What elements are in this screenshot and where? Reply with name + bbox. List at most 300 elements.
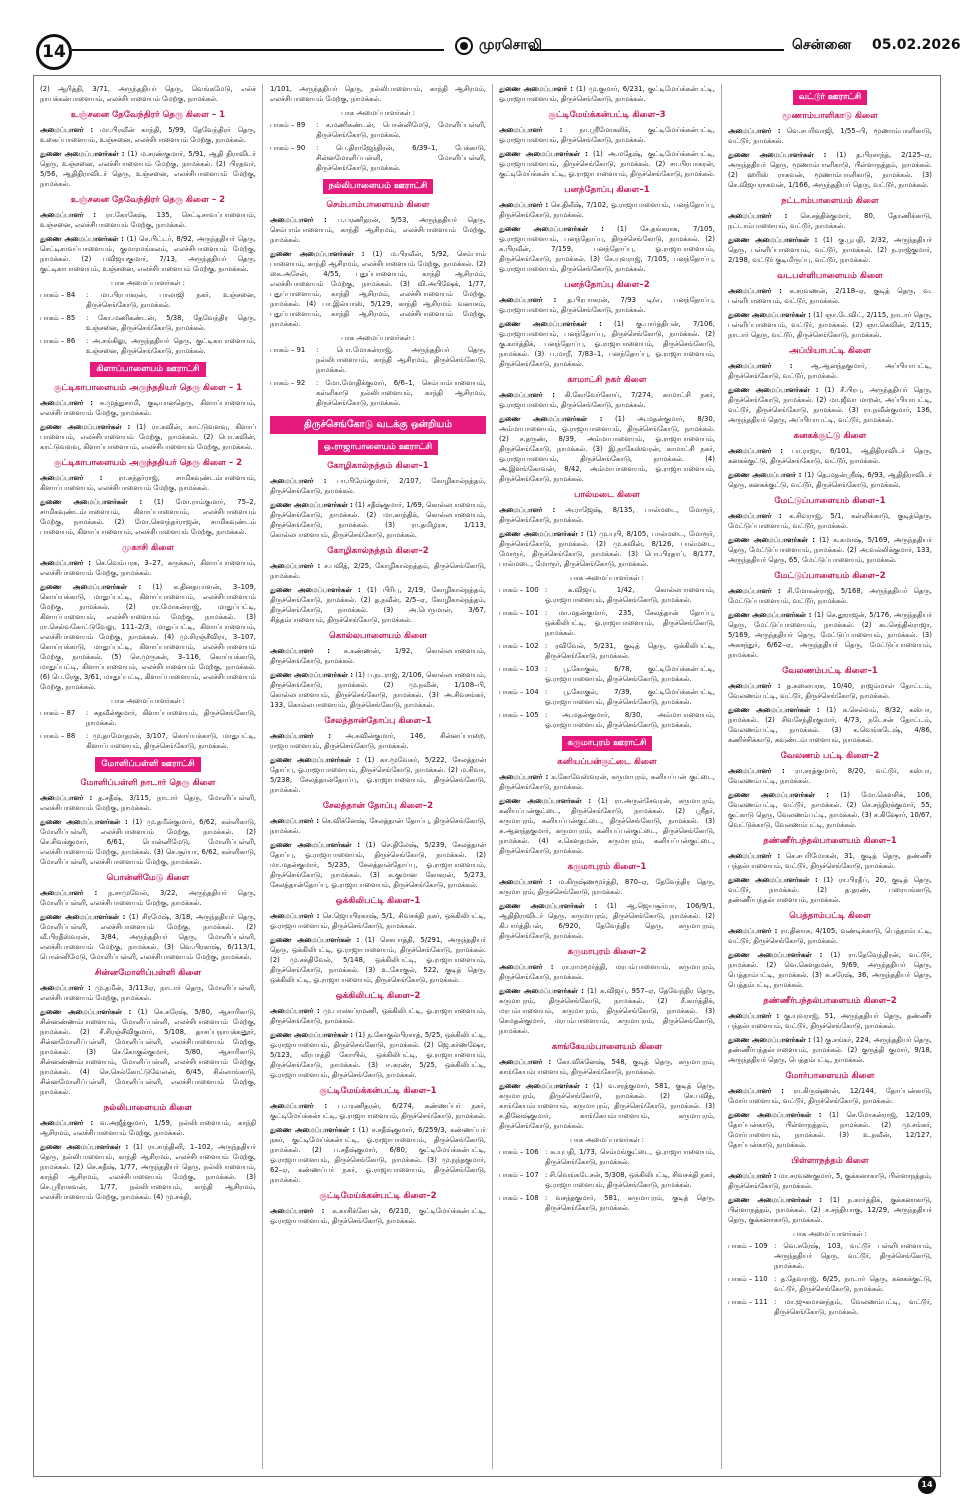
entry-paragraph: [728, 310, 932, 340]
entry-role: அமைப்பாளர் :: [728, 287, 782, 295]
branch-heading: கனியப்பன்குட்டை கிளை: [557, 757, 657, 767]
entry-text: (1) ரா.தேவேந்திரன், வட்டூர், நாமக்கல். (2) வெ.கௌதமன், 9/69, அருந்ததியர் தெரு, பெத்தாம்பட்டி, நாமக்கல். (3) சு.சரேஷ், 36, அருந்ததியர் தெரு, பெத்தம்பட்டி, நாமக்கல்.: [728, 951, 932, 989]
entry-text: ரா.சரத்குமார், 8/20, வட்டூர், கஸ்பா, வேலணம்பட்டி, நாமக்கல்.: [728, 767, 932, 785]
entry-role: அமைப்பாளர் :: [728, 1087, 784, 1095]
entry-role: துணை அமைப்பாளர்கள் :: [728, 1036, 811, 1044]
entry-role: அமைப்பாளர் :: [728, 1012, 780, 1020]
edition-date: 05.02.2026: [872, 37, 961, 53]
entry-paragraph: [728, 586, 932, 606]
panchayat-heading: கருமாபுரம் ஊராட்சி: [562, 736, 653, 751]
branch-heading: சேலத்தான்தோப்பு கிளை–1: [324, 716, 432, 726]
entry-role: துணை அமைப்பாளர்கள் :: [728, 1111, 822, 1119]
entry-paragraph: [270, 84, 486, 104]
entry-text: (1) ரா.அருள்சேவரன், கருமாபுரம், கனியப்பன்குட்டை, திருச்செங்கோடு, நாமக்கல். (2) ஸ்ரீதர், கருமாபுரம், கனியப்பன்குட்டை, திருச்செங்கோடு, நாமக்கல். (3) சு.ஆனந்தகுமார், கருமாபுரம், கனியப்பன்குட்டை, திருச்செங்கோடு, நாமக்கல். (4) ச.கௌதமன், கருமாபுரம், கனியப்பன்குட்டை, திருச்செங்கோடு, நாமக்கல்.: [499, 797, 715, 855]
entry-paragraph: [499, 414, 715, 484]
entry-paragraph: [728, 361, 932, 381]
panchayat-heading: நல்லிபாளையம் ஊராட்சி: [323, 179, 434, 194]
entry-role: அமைப்பாளர் :: [728, 212, 788, 220]
branch-heading: மோர்பாளையம் கிளை: [785, 1071, 875, 1081]
branch-heading: மோளிப்பள்ளி நாடார் தெரு கிளை: [80, 778, 216, 788]
page-header: [0, 0, 972, 70]
entry-text: (1) அ.மதேஷ், குட்டிமேய்க்கன்பட்டி, ஓ.ராஜாபாளையம், திருச்செங்கோடு, நாமக்கல். (2) சா.பிரபாகரன், குட்டிமேய்க்கன்பட்டி, ஓ.ராஜாபாளையம், திருச்செங்கோடு, நாமக்கல்.: [499, 150, 715, 178]
entry-role: துணை அமைப்பாளர்கள் :: [728, 611, 812, 619]
ward-text: : பொ.மோகன்ராஜ், அருந்ததியர் தெரு, நல்லிபாளையம், காந்தி ஆசிரமம், திருச்செங்கோடு, நாமக்கல்.: [316, 346, 486, 374]
entry-text: மா.பிரவீன் காந்தி, 5/99, தேவேந்திரர் தெரு, உகைப்பாளையம், உஞ்சனை, எலச்சிபாளையம் மேற்கு, நாமக்கல்.: [40, 126, 256, 144]
entry-role: துணை அமைப்பாளர்கள் :: [728, 791, 829, 799]
entry-text: (1) மோ.கௌசிக், 106, வேலணம்பட்டி, வட்டூர், நாமக்கல். (2) செ.சந்திரக்குமார், 55, குட்காடு தெரு, வேலணம்பட்டி, நாமக்கல். (3) ச.கிஷோர், 10/67, வெட்டுக்காடு, வேலணம்பட்டி, நாமக்கல்.: [728, 791, 932, 829]
entry-role: அமைப்பாளர் :: [499, 126, 563, 134]
entry-text: (1) மு.யுபி, 8/105, பால்மடை, மோரூர், திருச்செங்கோடு, நாமக்கல். (2) மு.சுவின், 8/126, பால்மடை, மோரூர், திருச்செங்கோடு, நாமக்கல். (3) பொ.பிரதாப், 8/177, பால்மடை, மோரூர், திருச்செங்கோடு, நாமக்கல்.: [499, 530, 715, 568]
entry-paragraph: [270, 731, 486, 751]
ward-number: பாகம் – 85: [40, 314, 76, 322]
entry-paragraph: [728, 470, 932, 490]
entry-paragraph: [270, 911, 486, 931]
entry-role: அமைப்பாளர் :: [40, 889, 98, 897]
branch-heading: சின்னமோளிப்பள்ளி கிளை: [94, 968, 202, 978]
ward-text: : த.தேவராஜ், 6/25, நாடார் தெரு, கனகக்குட்டு, வட்டூர், திருச்செங்கோடு, நாமக்கல்.: [774, 1275, 932, 1293]
entry-text: ஆ.ஆனந்தகுமார், அப்பியாபட்டி, திருச்செங்கோடு, வட்டூர், நாமக்கல்.: [728, 362, 932, 380]
ward-text: : அ.மதன்குமார், 8/30, அம்மாபாளையம், ஓ.ராஜாபாளையம், திருச்செங்கோடு, நாமக்கல்.: [545, 711, 715, 729]
entry-role: அமைப்பாளர் :: [499, 391, 555, 399]
entry-paragraph: [728, 681, 932, 701]
branch-heading: கனகக்குட்டு கிளை: [793, 431, 867, 441]
entry-text: த.கலையரசு, 10/40, ராஜம்மாள் தோட்டம், வேலணம்பட்டி, வட்டூர், திருச்செங்கோடு, நாமக்கல்.: [728, 682, 932, 700]
ward-text: : சுதவீன்குமார், கிளாப்பாளையம், திருச்செங்கோடு, நாமக்கல்.: [86, 709, 256, 727]
entry-text: (1) கா.மூவேசுர், 5/222, சேலத்தான் தோப்பு, ஓ.ராஜாபாளையம், திருச்செங்கோடு, நாமக்கல். (2) ம.சிவா, 5/238, சேலத்தான்தோப்பு, ஓ.ராஜாபாளையம், திருச்செங்கோடு, நாமக்கல்.: [270, 756, 486, 794]
entry-paragraph: [728, 610, 932, 660]
entry-role: அமைப்பாளர் :: [270, 216, 327, 224]
column-1: [40, 84, 256, 1464]
entry-text: (1) மு.குமார், 6/231, குட்டிமேய்க்கன்பட்டி, ஓ.ராஜாபாளையம், திருச்செங்கோடு, நாமக்கல்.: [499, 85, 715, 103]
entry-role: துணை அமைப்பாளர்கள் :: [40, 818, 128, 826]
ward-number: பாகம் – 87: [40, 709, 76, 717]
entry-paragraph: [270, 840, 486, 890]
entry-role: துணை அமைப்பாளர்கள் :: [499, 150, 588, 158]
entry-role: அமைப்பாளர் :: [270, 1102, 328, 1110]
ward-row: [499, 664, 715, 684]
entry-text: (1) ஆ.ஜெயசூர்யா, 106/9/1, ஆதிதிராவிடர் தெரு, கருமாபுரம், திருச்செங்கோடு, நாமக்கல். (2) கி.பார்த்திபன், 6/920, தேவேந்திர தெரு, கருமாபுரம், திருச்செங்கோடு, நாமக்கல்.: [499, 902, 715, 940]
entry-paragraph: [40, 422, 256, 452]
panchayat-heading: மோளிப்பள்ளி ஊராட்சி: [95, 757, 200, 772]
entry-role: துணை அமைப்பாளர் :: [728, 471, 802, 479]
entry-paragraph: [270, 585, 486, 625]
entry-paragraph: [499, 796, 715, 856]
entry-paragraph: [40, 125, 256, 145]
entry-text: (1) க.தினதயாளன், 3–109, கொய்யக்காடு, மாதுப்பட்டி, கிளாப்பாளையம், எலச்சிபாளையம் மேற்கு, நாமக்கல். (2) ரா.மோகன்ராஜ், மாதுப்பட்டி, கிளாப்பாளையம், எலச்சிபாளையம் மேற்கு, நாமக்கல். (3) ரா.செல்வகோட்டுவேலு, 111–2/3, மாதுப்பட்டி, கிளாப்பாளையம், எலச்சிபாளையம் மேற்கு, நாமக்கல். (4) மு.சிரஞ்சீவிரா, 3–107, கொய்யக்காடு, மாதுப்பட்டி, கிளாப்பாளையம், எலச்சிபாளையம் மேற்கு, நாமக்கல். (5) செ.முருகன், 3–116, கொய்யக்காடு, மாதுப்பட்டி, கிளாப்பாளையம், எலச்சிபாளையம் மேற்கு, நாமக்கல். (6) பெ.ரேகு, 3/61, மாதுப்பட்டி, கிளாப்பாளையம், எலச்சிபாளையம் மேற்கு, நாமக்கல்.: [40, 583, 256, 691]
entry-paragraph: [499, 901, 715, 941]
panchayat-heading: வட்டூர் ஊராட்சி: [793, 90, 867, 105]
entry-paragraph: [40, 497, 256, 537]
entry-role: துணை அமைப்பாளர் :: [499, 85, 573, 93]
entry-role: அமைப்பாளர் :: [40, 211, 96, 219]
branch-heading: சேலத்தான் தோப்பு கிளை–2: [322, 801, 434, 811]
entry-text: மு.பாலகப்ரமணி, ஒக்கிலிபட்டி, ஓ.ராஜாபாளையம், திருச்செங்கோடு, நாமக்கல்.: [270, 1007, 486, 1025]
entry-role: அமைப்பாளர் :: [40, 559, 91, 567]
ward-section-label: பாக அமைப்பாளர்கள் :: [111, 697, 185, 705]
ward-text: : மோ.மோதிக்குமார், 6/6–1, செம்பாம்பாளையம், கள்ளிகாடு நல்லிபாளையம், காந்தி ஆசிரமம், திருச்செங்கோடு, நாமக்கல்.: [316, 379, 486, 407]
entry-paragraph: [40, 1118, 256, 1138]
entry-text: (1) செ.தூராஜன், 5/176, அருந்ததியர் தெரு, மேட்டுப்பாளையம், நாமக்கல். (2) கூ.செந்தில்ராஜா, 5/169, அருந்ததியர் தெரு, மேட்டுப்பாளையம், நாமக்கல். (3) அகசந்துர், 6/62–ஏ, அருந்ததியர் தெரு, மேட்டுப்பாளையம், நாமக்கல்.: [728, 611, 932, 659]
entry-role: அமைப்பாளர் :: [728, 927, 778, 935]
entry-text: பா.பிரேம்குமார், 2/107, கோழிகால்நத்தம், திருச்செங்கோடு, நாமக்கல்.: [270, 477, 486, 495]
entry-text: (1) ச.சதீஷ்குமார், 6/259/3, கண்ணப்பர் நகர், குட்டிமேய்க்கன்பட்டி, ஓ.ராஜாபாளையம், திருச்செங்கோடு, நாமக்கல். (2) ப.சதீஷ்குமார், 6/80, குட்டிமேய்க்கன்பட்டி, ஓ.ராஜாபாளையம், திருச்செங்கோடு, நாமக்கல். (3) மு.நந்தகுமார், 62–ஏ, கண்ணப்பர் நகர், ஓ.ராஜாபாளையம், திருச்செங்கோடு, நாமக்கல்.: [270, 1126, 486, 1184]
entry-text: கோ.விக்னேஷ், 548, குடித் தெரு, கருமாபுரம், காங்கேயம்பாளையம், திருச்செங்கோடு, நாமக்கல்.: [499, 1058, 715, 1076]
entry-paragraph: [499, 390, 715, 410]
entry-paragraph: [270, 215, 486, 245]
entry-text: அ.ராஜேஷ், 8/135, பால்மடை, மோரூர், திருச்செங்கோடு, நாமக்கல்.: [499, 506, 715, 524]
ward-text: : ரவிவேல், 5/231, குடித் தெரு, ஒக்கிலிபட்டி, திருச்செங்கோடு, நாமக்கல்.: [545, 642, 715, 660]
branch-heading: குட்டிமேய்க்கன்பட்டி கிளை–3: [548, 110, 666, 120]
entry-text: (1) சதீஷ்குமார், 1/69, கொல்லபாளையம், திருச்செங்கோடு, நாமக்கல். (2) மா.காந்திக், கொல்லபாளையம், திருச்செங்கோடு, நாமக்கல். (3) ரா.தமிழரசு, 1/113, கொல்லபாளையம், திருச்செங்கோடு, நாமக்கல்.: [270, 501, 486, 539]
entry-role: துணை அமைப்பாளர்கள் :: [270, 250, 365, 258]
ward-number: பாகம் – 89: [270, 121, 306, 129]
entry-paragraph: [499, 1081, 715, 1131]
branch-heading: பனந்தோப்பு கிளை–2: [564, 280, 650, 290]
branch-heading: ஒக்கிலிபட்டி கிளை–2: [335, 991, 421, 1001]
entry-text: செ.திலீஷ், 7/102, ஓ.ராஜாபாளையம், பனந்தோப்பு, திருச்செங்கோடு, நாமக்கல்.: [499, 201, 715, 219]
entry-role: அமைப்பாளர் :: [499, 878, 552, 886]
entry-paragraph: [270, 561, 486, 581]
entry-role: துணை அமைப்பாளர்கள் :: [270, 936, 360, 944]
entry-paragraph: [499, 962, 715, 982]
entry-paragraph: [728, 1195, 932, 1225]
ward-number: பாகம் – 84: [40, 291, 76, 299]
branch-heading: குட்டிகாபாளையம் அருந்ததியர் தெரு கிளை – 2: [53, 458, 243, 468]
entry-text: க.கோவேஸ்வரன், கருமாபுரம், கனியப்பன் குட்டை, திருச்செங்கோடு, நாமக்கல்.: [499, 773, 715, 791]
entry-paragraph: [270, 670, 486, 710]
column-divider: [262, 84, 263, 1469]
entry-role: துணை அமைப்பாளர்கள் :: [40, 583, 142, 591]
entry-paragraph: [270, 500, 486, 540]
entry-text: ரா.ராமமூர்த்தி, மரபம்பாளையம், கருமாபுரம், திருச்செங்கோடு, நாமக்கல்.: [499, 963, 715, 981]
entry-paragraph: [728, 1035, 932, 1065]
ward-text: : வசந்தகுமார், 581, கருமாபுரம், குடித் தெரு, திருச்செங்கோடு, நாமக்கல்.: [545, 1194, 715, 1212]
branch-heading: நட்டாம்பாளையம் கிளை: [781, 196, 879, 206]
entry-text: (1) சீ.பிரபு, அருந்ததியர் தெரு, திருச்செங்கோடு, நாமக்கல். (2) மா.ஜீவா மாறன், அப்பியாபட்டி, வட்டூர், திருச்செங்கோடு, நாமக்கல். (3) ரா.நவீன்குமார், 136, அருந்ததியர் தெரு, அப்பியாபட்டி, வட்டூர், நாமக்கல்.: [728, 386, 932, 424]
branch-heading: உஞ்சனை தேவேந்திரர் தெரு கிளை – 2: [70, 195, 226, 205]
ward-number: பாகம் – 88: [40, 732, 76, 740]
ward-row: [728, 1274, 932, 1294]
entry-paragraph: [499, 877, 715, 897]
entry-text: (1) வ.சரத்குமார், 581, குடித் தெரு, கருமாபுரம், திருச்செங்கோடு, நாமக்கல். (2) செ.பவித், காங்கேயம்பாளையம், கருமாபுரம், திருச்செங்கோடு, நாமக்கல். (3) ச.தினேஷ்குமார், காங்கேயம்பாளையம், கருமாபுரம், திருச்செங்கோடு, நாமக்கல்.: [499, 1082, 715, 1130]
entry-text: ந.சாமுவேல், 3/22, அருந்ததியர் தெரு, மோளிப்பள்ளி, எலச்சிபாளையம் மேற்கு, நாமக்கல்.: [40, 889, 256, 907]
entry-paragraph: [499, 200, 715, 220]
entry-role: அமைப்பாளர் :: [270, 647, 331, 655]
entry-text: (2) ஆரித்தி, 3/71, அருந்ததியர் தெரு, வெங்கமேடு, எல்ச் நாயக்கன்பாளையம், எலச்சிபாளையம் மேற்கு, நாமக்கல்.: [40, 85, 256, 103]
entry-role: அமைப்பாளர் :: [270, 817, 319, 825]
entry-role: துணை அமைப்பாளர்கள் :: [499, 320, 602, 328]
entry-paragraph: [728, 1171, 932, 1191]
entry-role: துணை அமைப்பாளர்கள் :: [270, 1031, 354, 1039]
entry-text: (1) ப.நடராஜ், 2/106, கொல்லபாளையம், திருச்செங்கோடு, நாமக்கல். (2) மு.நவீன், 1/108–பி, கொல்லபாளையம், திருச்செங்கோடு, நாமக்கல். (3) அ.சிவசங்கர், 133, கொல்லபாளையம், திருச்செங்கோடு, நாமக்கல்.: [270, 671, 486, 709]
entry-paragraph: [270, 646, 486, 666]
entry-text: (1) செ.சுரேஷ், 5/80, ஆசாரிகாடு, சின்னண்ணம்பாளையம், மோளிப்பள்ளி, எலச்சிபாளையம் மேற்கு, நாமக்கல். (2) சீ.சிரஞ்சீவிகுமார், 5/108, தாசப்பநாயக்கனூர், சின்னமோளிப்பள்ளி, மோளிப்பள்ளி, எலச்சிபாளையம் மேற்கு, நாமக்கல். (3) செ.கோகுல்குமார், 5/80, ஆசாரிகாடு, சின்னண்ணம்பாளையம், மோளிப்பள்ளி, எலச்சிபாளையம் மேற்கு, நாமக்கல். (4) செ.செல்கோட்டுவேலன், 6/45, சில்லாங்காடு, சின்னமோளிப்பள்ளி, மோளிப்பள்ளி, எலச்சிபாளையம் மேற்கு, நாமக்கல்.: [40, 1008, 256, 1096]
entry-paragraph: [270, 935, 486, 985]
entry-text: கி.கோவேர்கோய், 7/274, காமாட்சி நகர், ஓ.ராஜாபாளையம், திருச்செங்கோடு, நாமக்கல்.: [499, 391, 715, 409]
entry-role: துணை அமைப்பாளர்கள் :: [270, 756, 360, 764]
entry-role: அமைப்பாளர் :: [270, 732, 331, 740]
column-2: [270, 84, 486, 1464]
branch-heading: வேலணம் பட்டி கிளை–2: [780, 751, 880, 761]
entry-role: துணை அமைப்பாளர்கள் :: [728, 236, 818, 244]
entry-role: துணை அமைப்பாளர்கள் :: [728, 1196, 823, 1204]
entry-text: (1) பிரிபு, 2/19, கோழிகால்நத்தம், திருச்செங்கோடு, நாமக்கல். (2) த.நவீன், 2/5–ஏ, கோழிகால்நத்தம், திருச்செங்கோடு, நாமக்கல். (3) அ.பெருமாள், 3/67, சித்தம்பாளையம், திருச்செங்கோடு, நாமக்கல்.: [270, 586, 486, 624]
ward-text: : மு.தாமோதரன், 3/107, கொய்யக்காடு, மாதுபட்டி, கிளாப்பாளையம், திருச்செங்கோடு, நாமக்கல்.: [86, 732, 256, 750]
entry-text: (1) கு.பார்த்திபன், 7/106, ஓ.ராஜாபாளையம், பனந்தோப்பு, திருச்செங்கோடு, நாமக்கல். (2) கு.கார்த்திக், பனந்தோப்பு, ஓ.ராஜாபாளையம், திருச்செங்கோடு, நாமக்கல். (3) ப.மாறீ, 7/83–1, பனந்தோப்பு, ஓ.ராஜாபாளையம், திருச்செங்கோடு, நாமக்கல்.: [499, 320, 715, 368]
column-4: [728, 84, 932, 1464]
column-divider: [492, 84, 493, 1469]
entry-role: அமைப்பாளர் :: [40, 474, 103, 482]
entry-role: அமைப்பாளர் :: [499, 201, 549, 209]
entry-text: (1) கு.சங்கர், 224, அருந்ததியர் தெரு, தண்ணீர்பந்தல்பாளையம், நாமக்கல். (2) குருத்தி குமார், 9/18, அருந்ததியர் தெரு, பெத்தம்பட்டி, நாமக்கல்.: [728, 1036, 932, 1064]
panchayat-heading: கிளாப்பாளையம் ஊராட்சி: [90, 362, 205, 377]
entry-text: (1) மோ.ராம்குமார், 75–2, சாமிகவுண்டம்பாளையம், கிளாப்பாளையம், எலச்சிபாளையம் மேற்கு, நாமக்கல். (2) மோ.சௌந்தர்ராஜன், சாமிகவுண்டம் பாளையம், கிளாப்பாளையம், எலச்சிபாளையம் மேற்கு, நாமக்கல்.: [40, 498, 256, 536]
entry-paragraph: [728, 126, 932, 146]
entry-text: (1) ந.கார்த்திக், குக்கனாகாடு, பிள்ளாநத்தம், நாமக்கல். (2) ச.சந்தியாகு, 12/29, அருந்ததியர் தெரு, குக்கனாகாடு, நாமக்கல்.: [728, 1196, 932, 1224]
entry-text: க.கண்ணன், 1/92, கொல்லபாளையம், திருச்செங்கோடு, நாமக்கல்.: [270, 647, 486, 665]
entry-role: துணை அமைப்பாளர்கள் :: [499, 902, 598, 910]
entry-text: (1) ம.பிரவீன், 5/92, செம்பாம் பாளையம், காந்தி ஆசிரமம், எலச்சிபாளையம் மேற்கு, நாமக்கல். (2) கை.அசேன், 4/55, புதுப்பாளையம், காந்தி ஆசிரமம், எலச்சிபாளையம் மேற்கு, நாமக்கல். (3) வி.அபிஷேக், 1/77, புதுப்பாளையம், காந்தி ஆசிரமம், எலச்சிபாளையம் மேற்கு, நாமக்கல். (4) பா.இல்யாஸ், 5/129, காந்தி ஆசிரமம் வனாசம், புதுப்பாளையம், காந்தி ஆசிரமம், எலச்சிபாளையம் மேற்கு, நாமக்கல்.: [270, 250, 486, 328]
ward-text: : வெ.சுரேஷ், 103, வட்டூர் பள்ளிபாளையம், அருந்ததியர் தெரு, வட்டூர், திருச்செங்கோடு, நாமக்கல்.: [774, 1242, 932, 1270]
ward-number: பாகம் – 106: [499, 1148, 539, 1156]
ward-row: [499, 1147, 715, 1167]
branch-heading: பெத்தாம்பட்டி கிளை: [789, 911, 871, 921]
entry-paragraph: [499, 772, 715, 792]
branch-heading: பால்மடை கிளை: [574, 490, 640, 500]
entry-paragraph: [499, 319, 715, 369]
entry-role: துணை அமைப்பாளர்கள் :: [728, 151, 827, 159]
entry-text: (1) செசுபாத்தி, 5/291, அருந்ததியர் தெரு, ஒக்கிலிபட்டி, ஓ.ராஜாபாளையம், திருச்செங்கோடு, நாமக்கல். (2) மு.சக்திவேல், 5/148, ஒக்கிலிபட்டி, ஓ.ராஜாபாளையம், திருச்செங்கோடு, நாமக்கல். (3) உ.கோகுல், 522, குடித் தெரு, ஒக்கிலிபட்டி, ஓ.ராஜாபாளையம், திருச்செங்கோடு, நாமக்கல்.: [270, 936, 486, 984]
ward-text: : பூ.கோகுல், 7/39, குட்டிமேய்க்கன்பட்டி, ஓ.ராஜாபாளையம், திருச்செங்கோடு, நாமக்கல்.: [545, 688, 715, 706]
ward-text: : மா.பிரபாகரன், பாலாஜி நகர், உஞ்சனை, திருச்செங்கோடு, நாமக்கல்.: [86, 291, 256, 309]
entry-paragraph: [728, 1011, 932, 1031]
page-number-badge: 14: [36, 34, 72, 70]
entry-paragraph: [40, 582, 256, 692]
ward-number: பாகம் – 90: [270, 144, 306, 152]
entry-role: அமைப்பாளர் :: [270, 1207, 325, 1215]
entry-text: பா.ராஜா, 6/101, ஆதிதிராவிடர் தெரு, கனகக்குட்டு, திருச்செங்கோடு, வட்டூர், நாமக்கல்.: [728, 447, 932, 465]
ward-row: [270, 345, 486, 375]
entry-text: க.சரவணன், 2/118–ஏ, குடித் தெரு, வ. பள்ளிபாளையம், வட்டூர், நாமக்கல்.: [728, 287, 932, 305]
column-divider: [721, 84, 722, 1469]
entry-text: (1) சிரமேஷ், 3/18, அருந்ததியர் தெரு, மோளிப்பள்ளி, எலச்சிபாளையம் மேற்கு, நாமக்கல். (2) வீ.பிரதீஸ்வரன், 3/84, அருந்ததியர் தெரு, மோளிப்பள்ளி, எலச்சிபாளையம் மேற்கு, நாமக்கல். (3) வெ.பிரகாஷ், 6/113/1, பொன்னிமேடு, மோளிப்பள்ளி, எலச்சிபாளையம் மேற்கு, நாமக்கல்.: [40, 913, 256, 961]
entry-paragraph: [728, 235, 932, 265]
entry-text: வெ.சபரிவாஜி, 1/55–பி, மூணாம்பாளிகாடு, வட்டூர், நாமக்கல்.: [728, 127, 932, 145]
branch-heading: காங்கேயம்பாளையம் கிளை: [551, 1042, 663, 1052]
ward-section-label: பாக அமைப்பாளர்கள் :: [111, 279, 185, 287]
ward-row: [40, 313, 256, 333]
entry-role: துணை அமைப்பாளர்கள் :: [728, 386, 819, 394]
branch-heading: உஞ்சனை தேவேந்திரர் தெரு கிளை – 1: [70, 110, 226, 120]
entry-text: ரா.கிருஷ்ணன், 12/144, தோப்பன்காடு, மோர்பாளையம், வட்டூர், திருச்செங்கோடு, நாமக்கல்.: [728, 1087, 932, 1105]
entry-role: துணை அமைப்பாளர்கள் :: [499, 415, 603, 423]
entry-paragraph: [499, 529, 715, 569]
entry-text: செ.ஜெயபிரகாஷ், 5/1, சிவசக்தி நகர், ஒக்கிலிபட்டி, ஓ.ராஜாபாளையம், திருச்செங்கோடு, நாமக்கல்.: [270, 912, 486, 930]
branch-heading: பொன்னிமேடு கிளை: [106, 873, 190, 883]
entry-paragraph: [40, 912, 256, 962]
entry-text: ப.பரணிதரன், 5/53, அருந்ததியர் தெரு, செம்பாம்பாளையம், காந்தி ஆசிரமம், எலச்சிபாளையம் மேற்கு, நாமக்கல்.: [270, 216, 486, 244]
entry-role: துணை அமைப்பாளர்கள் :: [499, 225, 604, 233]
ward-section-label: பாக அமைப்பாளர்கள் :: [570, 574, 644, 582]
entry-role: துணை அமைப்பாளர்கள் :: [270, 1126, 356, 1134]
entry-role: அமைப்பாளர் :: [499, 963, 554, 971]
branch-heading: செம்பாம்பாளையம் கிளை: [326, 200, 430, 210]
header-rule-left: [72, 49, 444, 51]
entry-paragraph: [270, 1206, 486, 1226]
entry-text: க.காசிக்கேயன், 6/210, குட்டிமேய்க்கன்பட்டி, ஓ.ராஜாபாளையம், திருச்செங்கோடு, நாமக்கல்.: [270, 1207, 486, 1225]
entry-text: செ.விக்னேஷ், சேலத்தான் தோப்பு, திருச்செங்கோடு, நாமக்கல்.: [270, 817, 486, 835]
ward-section-label: பாக அமைப்பாளர்கள் :: [341, 109, 415, 117]
entry-text: (1) செ.மோகன்ராஜ், 12/109, தோப்பன்காடு, பிள்ளாநத்தம், நாமக்கல். (2) மு.சங்கர், மோர்பாளையம், நாமக்கல். (3) உ.நவீன், 12/127, தோப்பன்காடு, நாமக்கல்.: [728, 1111, 932, 1149]
branch-heading: தண்ணீர்பந்தல்பாளையம் கிளை–2: [763, 996, 897, 1006]
entry-role: அமைப்பாளர் :: [270, 1007, 320, 1015]
entry-text: செ.வெம்பரசு, 3–27, கருக்கூர், கிளாப்பாளையம், எலச்சிபாளையம் மேற்கு, நாமக்கல்.: [40, 559, 256, 577]
entry-text: த.சதீஷ், 3/115, நாடார் தெரு, மோளிப்பள்ளி, எலச்சிபாளையம் மேற்கு, நாமக்கல்.: [40, 794, 256, 812]
ward-text: : கோ.மணிகண்டன், 5/38, தேவேந்திர தெரு, உஞ்சனை, திருச்செங்கோடு, நாமக்கல்.: [86, 314, 256, 332]
branch-heading: அப்பியாபட்டி கிளை: [789, 346, 871, 356]
ward-row: [499, 585, 715, 605]
entry-role: அமைப்பாளர் :: [728, 852, 781, 860]
entry-role: அமைப்பாளர் :: [499, 773, 549, 781]
entry-paragraph: [728, 766, 932, 786]
branch-heading: நல்லிபாளையம் கிளை: [103, 1103, 193, 1113]
entry-role: அமைப்பாளர் :: [728, 1172, 777, 1180]
entry-paragraph: [728, 875, 932, 905]
branch-heading: கோழிகால்நத்தம் கிளை–2: [327, 546, 429, 556]
entry-role: அமைப்பாளர் :: [40, 126, 94, 134]
entry-paragraph: [728, 790, 932, 830]
entry-paragraph: [270, 1006, 486, 1026]
ward-row: [40, 290, 256, 310]
entry-role: அமைப்பாளர் :: [499, 1058, 552, 1066]
branch-heading: குட்டிமேய்க்கன்பட்டி கிளை–2: [319, 1191, 437, 1201]
entry-role: அமைப்பாளர் :: [728, 587, 781, 595]
entry-paragraph: [728, 705, 932, 745]
entry-paragraph: [40, 888, 256, 908]
ward-row: [499, 1193, 715, 1213]
entry-role: அமைப்பாளர் :: [40, 1119, 94, 1127]
entry-role: அமைப்பாளர் :: [499, 506, 556, 514]
entry-paragraph: [270, 249, 486, 329]
ward-row: [270, 378, 486, 408]
entry-text: ப.பரணிதரன், 6/274, கண்ணப்பர் நகர், குட்டிமேய்க்கன்பட்டி, ஓ.ராஜாபாளையம், திருச்செங்கோடு, நாமக்கல்.: [270, 1102, 486, 1120]
branch-heading: கருமாபுரம் கிளை–1: [567, 862, 647, 872]
footer-page-number: 14: [918, 1476, 936, 1494]
entry-text: வ.அஜீத்குமார், 1/59, நல்லிபாளையம், காந்தி ஆசிரமம், எலச்சிபாளையம் மேற்கு, நாமக்கல்.: [40, 1119, 256, 1137]
branch-heading: குட்டிமேய்க்கன்பட்டி கிளை–1: [319, 1086, 437, 1096]
entry-role: அமைப்பாளர் :: [728, 512, 782, 520]
entry-role: அமைப்பாளர் :: [728, 767, 785, 775]
entry-text: (1) ரா.சாந்தினி, 1–102, அருந்ததியர் தெரு, நல்லிபாளையம், காந்தி ஆசிரமம், எலச்சிபாளையம் மேற்கு, நாமக்கல். (2) செ.சுதீஷ், 1/77, அருந்ததியர் தெரு, நல்லிபாளையம், காந்தி ஆசிரமம், எலச்சிபாளையம் மேற்கு, நாமக்கல். (3) செ.ஸ்ரீராகவன், 1/77, நல்லிபாளையம், காந்தி ஆசிரமம், எலச்சிபாளையம் மேற்கு, நாமக்கல். (4) மு.சக்தி,: [40, 1143, 256, 1201]
entry-paragraph: [499, 125, 715, 145]
entry-text: செ.சத்திக்குமார், 80, தோணிக்காடு, நட்டாம்பாளையம், வட்டூர், நாமக்கல்.: [728, 212, 932, 230]
entry-text: ரா.சுந்தர்ராஜ், சாமிகவுண்டம்பாளையம், கிளாப்பாளையம், எலச்சிபாளையம் மேற்கு, நாமக்கல்.: [40, 474, 256, 492]
ward-row: [499, 710, 715, 730]
ward-row: [40, 708, 256, 728]
ward-text: : பெ.திராஜேந்திரன், 6/39–1, பேக்காடு, சின்னமோளிப்பள்ளி, மோளிப்பள்ளி, திருச்செங்கோடு, நாமக்கல்.: [316, 144, 486, 172]
entry-role: துணை அமைப்பாளர்கள் :: [499, 1082, 588, 1090]
ward-row: [499, 608, 715, 638]
ward-number: பாகம் – 107: [499, 1171, 539, 1179]
ward-row: [728, 1297, 932, 1317]
entry-paragraph: [728, 1110, 932, 1150]
ward-number: பாகம் – 110: [728, 1275, 768, 1283]
ward-number: பாகம் – 100: [499, 586, 539, 594]
ward-row: [40, 336, 256, 356]
ward-number: பாகம் – 103: [499, 665, 539, 673]
entry-role: அமைப்பாளர் :: [499, 296, 557, 304]
ward-row: [40, 731, 256, 751]
ward-row: [499, 1170, 715, 1190]
entry-text: (1) செ.திலேஷ், 5/239, சேலத்தான் தோப்பு, ஓ.ராஜாபாளையம், திருச்செங்கோடு, நாமக்கல். (2) மா.மதன்குமார், 5/235, சேலத்தான்தோப்பு, ஓ.ராஜாபாளையம், திருச்செங்கோடு, நாமக்கல். (3) க.குமான கோகரன், 5/273, சேலத்தான்தோப்பு, ஓ.ராஜாபாளையம், திருச்செங்கோடு, நாமக்கல்.: [270, 841, 486, 889]
ward-text: : பூ.கோகுல், 6/78, குட்டிமேய்க்கன்பட்டி, ஓ.ராஜாபாளையம், திருச்செங்கோடு, நாமக்கல்.: [545, 665, 715, 683]
entry-paragraph: [728, 535, 932, 565]
entry-paragraph: [499, 84, 715, 104]
branch-heading: காமாட்சி நகர் கிளை: [567, 375, 647, 385]
branch-heading: முகாசி கிளை: [121, 543, 175, 553]
branch-heading: தண்ணீர்பந்தல்பாளையம் கிளை–1: [763, 836, 897, 846]
entry-paragraph: [270, 816, 486, 836]
entry-paragraph: [40, 210, 256, 230]
entry-text: நா.ஸ்ரீமோகலிக், குட்டிமேய்க்கன்பட்டி, ஓ.ராஜாபாளையம், திருச்செங்கோடு, நாமக்கல்.: [499, 126, 715, 144]
branch-heading: கொல்லபாளையம் கிளை: [329, 631, 427, 641]
entry-role: அமைப்பாளர் :: [40, 794, 93, 802]
entry-text: (1) ரா.பிரதீப், 20, குடித் தெரு, வட்டூர், நாமக்கல். (2) த.தரண், பரையங்காடு, தண்ணீர்பந்தல்பாளையம், நாமக்கல்.: [728, 876, 932, 904]
entry-text: (1) அ.மதன்குமார், 8/30, அம்மாபாளையம், ஓ.ராஜாபாளையம், திருச்செங்கோடு, நாமக்கல். (2) ச.தருண், 8/39, அம்மாபாளையம், ஓ.ராஜாபாளையம், திருச்செங்கோடு, நாமக்கல். (3) இ.நாகேஸ்வரன், காமாட்சி நகர், ஓ.ராஜாபாளையம், திருச்செங்கோடு, நாமக்கல். (4) அ.இளங்கோவன், 8/42, அம்மாபாளையம், ஓ.ராஜாபாளையம், திருச்செங்கோடு, நாமக்கல்.: [499, 415, 715, 483]
entry-role: துணை அமைப்பாளர்கள் :: [40, 1008, 132, 1016]
entry-role: துணை அமைப்பாளர்கள் :: [40, 150, 125, 158]
ward-number: பாகம் – 109: [728, 1242, 768, 1250]
entry-paragraph: [728, 286, 932, 306]
panchayat-heading: ஒ.ராஜாபாளையம் ஊராட்சி: [318, 440, 438, 455]
ward-section-label: பாக அமைப்பாளர்கள் :: [570, 1136, 644, 1144]
paper-name: முரசொலி: [479, 37, 542, 53]
entry-role: அமைப்பாளர் :: [728, 362, 793, 370]
entry-role: அமைப்பாளர் :: [728, 447, 784, 455]
entry-role: துணை அமைப்பாளர்கள் :: [270, 841, 360, 849]
entry-paragraph: [499, 224, 715, 274]
entry-text: க.சிவராஜ், 5/1, கள்ளிக்காடு, குடித்தெரு, மேட்டுப்பாளையம், வட்டூர், நாமக்கல்.: [728, 512, 932, 530]
entry-paragraph: [499, 1057, 715, 1077]
ward-text: : அ.சங்கிலு, அருந்ததியர் தெரு, குட்டிகாபாளையம், உஞ்சனை, திருச்செங்கோடு, நாமக்கல்.: [86, 337, 256, 355]
entry-text: (1) தெ.மதன்ஸ்ரீஷ், 6/93, ஆதிதிராவிடர் தெரு, கனகக்குட்டு, வட்டூர், திருச்செங்கோடு, நாமக்கல்.: [728, 471, 932, 489]
entry-paragraph: [40, 234, 256, 274]
entry-text: (1) ஞா.டேவிட், 2/115, நாடார் தெரு, பள்ளிப்பாளையம், வட்டூர், நாமக்கல். (2) ஞா.கெவின், 2/115, நாடார் தெரு, வட்டூர், திருச்செங்கோடு, நாமக்கல்.: [728, 311, 932, 339]
ward-number: பாகம் – 104: [499, 688, 539, 696]
entry-role: துணை அமைப்பாளர்கள் :: [40, 235, 124, 243]
entry-text: (1) சே.தங்கராசு, 7/105, ஓ.ராஜாபாளையம், பனந்தோப்பு, திருச்செங்கோடு, நாமக்கல். (2) க.பிரவீன், 7/159, பனந்தோப்பு, ஓ.ராஜாபாளையம், திருச்செங்கோடு, நாமக்கல். (3) சே.யுவராஜ், 7/105, பனந்தோப்பு, ஓ.ராஜாபாளையம், திருச்செங்கோடு, நாமக்கல்.: [499, 225, 715, 273]
branch-heading: பிள்ளாநத்தம் கிளை: [791, 1156, 869, 1166]
union-heading: திருச்செங்கோடு வடக்கு ஒன்றியம்: [270, 416, 486, 434]
entry-role: துணை அமைப்பாளர்கள் :: [499, 987, 584, 995]
entry-role: துணை அமைப்பாளர்கள் :: [270, 671, 353, 679]
branch-heading: பனந்தோப்பு கிளை–1: [564, 185, 650, 195]
header-rule-right: [530, 49, 784, 51]
entry-paragraph: [40, 1007, 256, 1097]
entry-paragraph: [728, 511, 932, 531]
entry-paragraph: [728, 211, 932, 231]
entry-text: (1) ந.கோகுல்பிரசாத், 5/25, ஒக்கிலிபட்டி, ஓ.ராஜாபாளையம், திருச்செங்கோடு, நாமக்கல். (2) ஜெ.கர்ணஷோ, 5/123, வீரபாத்தி கோயில், ஒக்கிலிபட்டி, ஓ.ராஜாபாளையம், திருச்செங்கோடு, நாமக்கல். (3) ஈ.கரண், 5/25, ஒக்கிலிபட்டி, ஓ.ராஜாபாளையம், திருச்செங்கோடு, நாமக்கல்.: [270, 1031, 486, 1079]
ward-number: பாகம் – 101: [499, 609, 539, 617]
entry-paragraph: [728, 385, 932, 425]
entry-paragraph: [40, 558, 256, 578]
entry-paragraph: [499, 295, 715, 315]
entry-role: அமைப்பாளர் :: [728, 127, 781, 135]
entry-paragraph: [270, 1101, 486, 1121]
ward-section-label: பாக அமைப்பாளர்கள் :: [341, 334, 415, 342]
branch-heading: கோழிகால்நத்தம் கிளை–1: [327, 461, 429, 471]
entry-paragraph: [40, 84, 256, 104]
